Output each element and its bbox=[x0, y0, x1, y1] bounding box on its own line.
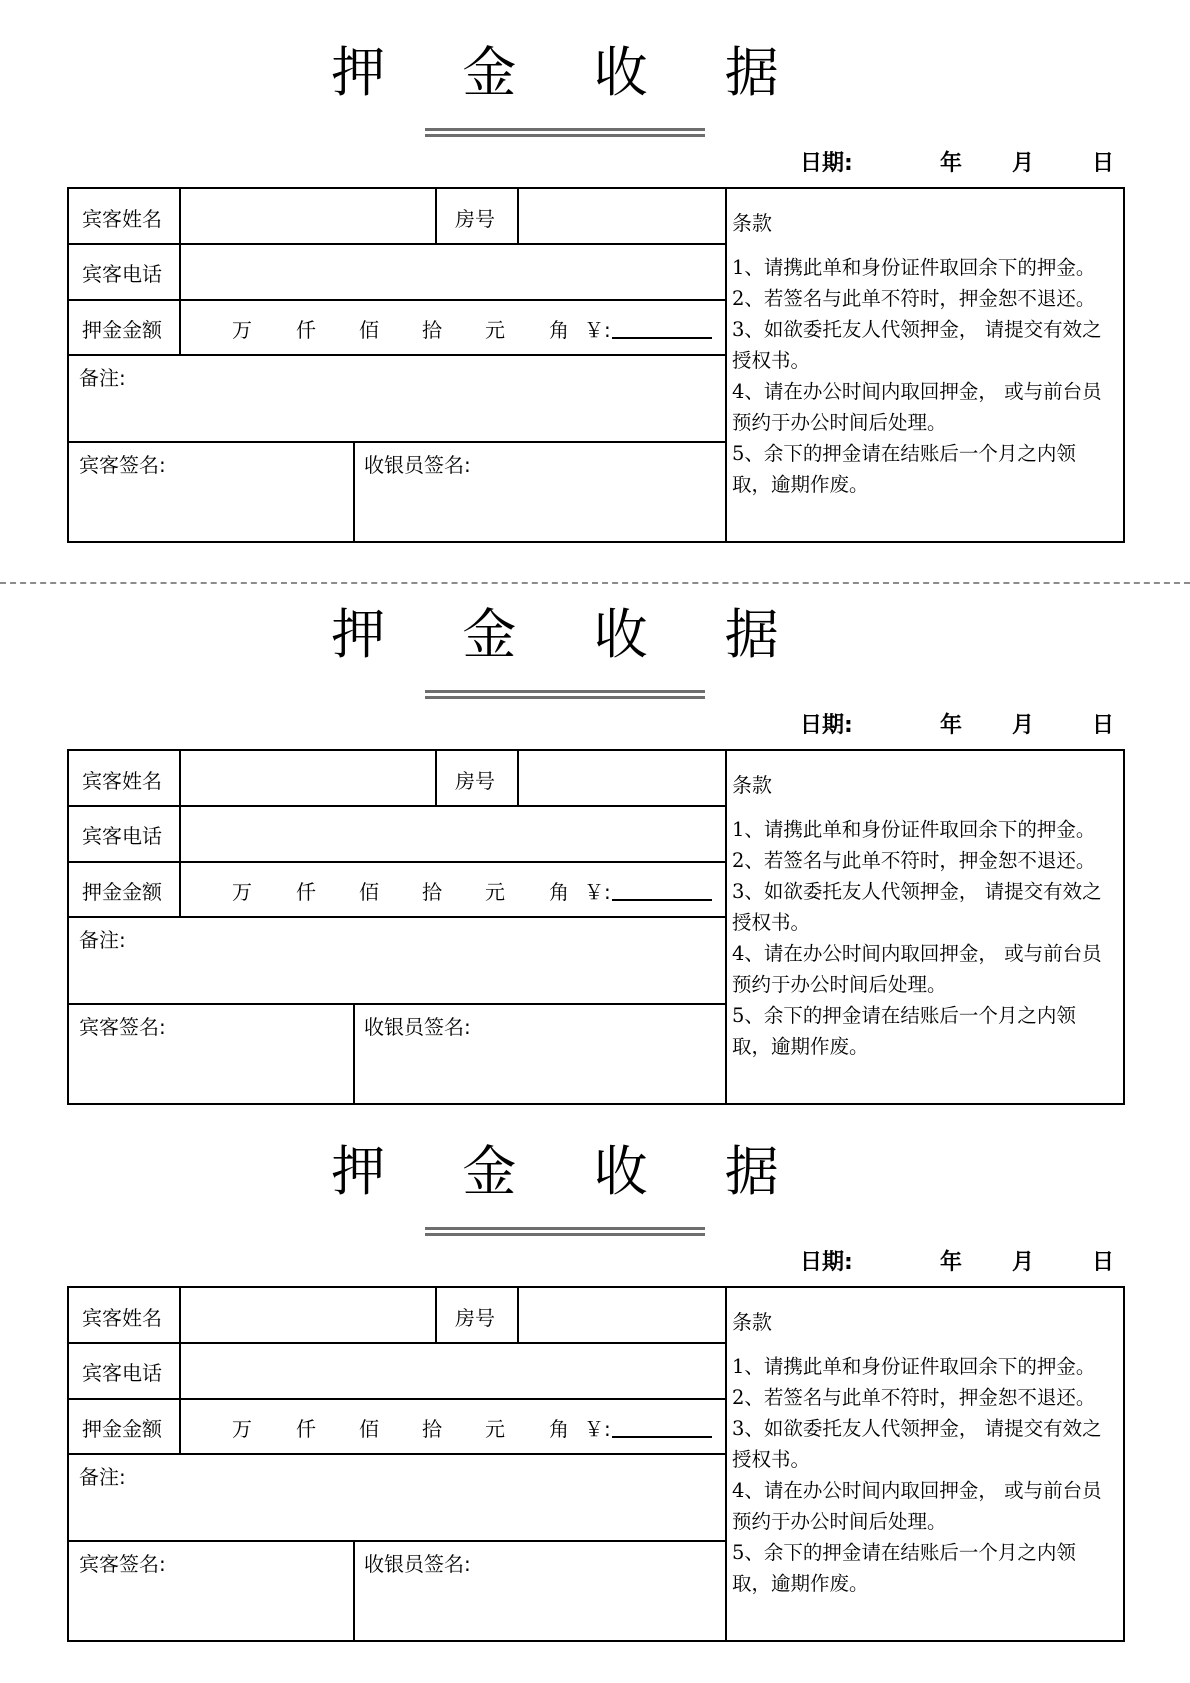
col-divider bbox=[725, 751, 727, 1105]
room-no-field[interactable] bbox=[519, 751, 725, 805]
guest-name-label: 宾客姓名 bbox=[82, 1306, 162, 1330]
room-no-field[interactable] bbox=[519, 189, 725, 243]
term-item: 2、若签名与此单不符时，押金恕不退还。 bbox=[732, 1386, 1096, 1409]
guest-name-label: 宾客姓名 bbox=[82, 207, 162, 231]
col-divider bbox=[435, 751, 437, 807]
row-divider bbox=[69, 861, 725, 863]
date-label: 日期: bbox=[800, 151, 853, 176]
guest-signature-label: 宾客签名: bbox=[79, 1015, 166, 1039]
cashier-signature-label: 收银员签名: bbox=[364, 1552, 471, 1576]
day-label: 日 bbox=[1092, 713, 1115, 738]
term-item: 3、如欲委托友人代领押金， 请提交有效之授权书。 bbox=[732, 318, 1102, 372]
col-divider bbox=[435, 1288, 437, 1344]
room-no-label: 房号 bbox=[455, 1306, 495, 1330]
unit-bai: 佰 bbox=[359, 318, 379, 342]
guest-phone-field[interactable] bbox=[181, 1344, 725, 1398]
day-label: 日 bbox=[1092, 151, 1115, 176]
term-item: 2、若签名与此单不符时，押金恕不退还。 bbox=[732, 849, 1096, 872]
yuan-symbol: ￥: bbox=[584, 1417, 611, 1441]
month-label: 月 bbox=[1012, 713, 1035, 738]
receipt-title: 押 金 收 据 bbox=[331, 1140, 809, 1203]
unit-qian: 仟 bbox=[296, 318, 316, 342]
title-rule bbox=[425, 1227, 705, 1236]
unit-jiao: 角 bbox=[549, 318, 569, 342]
row-divider bbox=[69, 1453, 725, 1455]
terms-list bbox=[732, 252, 1112, 500]
room-no-label: 房号 bbox=[455, 769, 495, 793]
cut-line bbox=[0, 582, 1190, 584]
year-label: 年 bbox=[940, 713, 963, 738]
receipt-table bbox=[67, 187, 1125, 543]
term-item: 4、请在办公时间内取回押金， 或与前台员预约于办公时间后处理。 bbox=[732, 942, 1102, 996]
remarks-label: 备注: bbox=[79, 928, 126, 952]
term-item: 4、请在办公时间内取回押金， 或与前台员预约于办公时间后处理。 bbox=[732, 380, 1102, 434]
unit-yuan: 元 bbox=[485, 318, 505, 342]
unit-yuan: 元 bbox=[485, 880, 505, 904]
guest-phone-label: 宾客电话 bbox=[82, 262, 162, 286]
term-item: 1、请携此单和身份证件取回余下的押金。 bbox=[732, 818, 1096, 841]
term-item: 1、请携此单和身份证件取回余下的押金。 bbox=[732, 1355, 1096, 1378]
cashier-signature-label: 收银员签名: bbox=[364, 453, 471, 477]
col-divider bbox=[435, 189, 437, 245]
room-no-label: 房号 bbox=[455, 207, 495, 231]
term-item: 4、请在办公时间内取回押金， 或与前台员预约于办公时间后处理。 bbox=[732, 1479, 1102, 1533]
term-item: 5、余下的押金请在结账后一个月之内领取，逾期作废。 bbox=[732, 1004, 1076, 1058]
amount-field[interactable] bbox=[612, 899, 712, 901]
yuan-symbol: ￥: bbox=[584, 880, 611, 904]
row-divider bbox=[69, 354, 725, 356]
term-item: 3、如欲委托友人代领押金， 请提交有效之授权书。 bbox=[732, 1417, 1102, 1471]
receipt-table bbox=[67, 749, 1125, 1105]
unit-wan: 万 bbox=[232, 318, 252, 342]
unit-jiao: 角 bbox=[549, 1417, 569, 1441]
year-label: 年 bbox=[940, 151, 963, 176]
terms-list bbox=[732, 1351, 1112, 1599]
deposit-amount-label: 押金金额 bbox=[82, 318, 162, 342]
unit-shi: 拾 bbox=[422, 318, 442, 342]
unit-yuan: 元 bbox=[485, 1417, 505, 1441]
unit-bai: 佰 bbox=[359, 1417, 379, 1441]
terms-title: 条款 bbox=[732, 211, 772, 235]
receipt-table bbox=[67, 1286, 1125, 1642]
unit-qian: 仟 bbox=[296, 880, 316, 904]
amount-field[interactable] bbox=[612, 1436, 712, 1438]
row-divider bbox=[69, 1540, 725, 1542]
term-item: 5、余下的押金请在结账后一个月之内领取，逾期作废。 bbox=[732, 1541, 1076, 1595]
guest-name-field[interactable] bbox=[181, 189, 435, 243]
date-label: 日期: bbox=[800, 713, 853, 738]
receipt-title: 押 金 收 据 bbox=[331, 603, 809, 666]
day-label: 日 bbox=[1092, 1250, 1115, 1275]
term-item: 3、如欲委托友人代领押金， 请提交有效之授权书。 bbox=[732, 880, 1102, 934]
guest-phone-field[interactable] bbox=[181, 807, 725, 861]
room-no-field[interactable] bbox=[519, 1288, 725, 1342]
col-divider bbox=[725, 1288, 727, 1642]
term-item: 5、余下的押金请在结账后一个月之内领取，逾期作废。 bbox=[732, 442, 1076, 496]
col-divider bbox=[353, 441, 355, 543]
receipt-title: 押 金 收 据 bbox=[331, 41, 809, 104]
unit-jiao: 角 bbox=[549, 880, 569, 904]
terms-list bbox=[732, 814, 1112, 1062]
terms-title: 条款 bbox=[732, 773, 772, 797]
guest-phone-field[interactable] bbox=[181, 245, 725, 299]
guest-name-label: 宾客姓名 bbox=[82, 769, 162, 793]
row-divider bbox=[69, 441, 725, 443]
row-divider bbox=[69, 1398, 725, 1400]
date-label: 日期: bbox=[800, 1250, 853, 1275]
unit-bai: 佰 bbox=[359, 880, 379, 904]
col-divider bbox=[353, 1540, 355, 1642]
month-label: 月 bbox=[1012, 1250, 1035, 1275]
unit-shi: 拾 bbox=[422, 880, 442, 904]
col-divider bbox=[353, 1003, 355, 1105]
guest-name-field[interactable] bbox=[181, 751, 435, 805]
row-divider bbox=[69, 1003, 725, 1005]
term-item: 1、请携此单和身份证件取回余下的押金。 bbox=[732, 256, 1096, 279]
unit-shi: 拾 bbox=[422, 1417, 442, 1441]
amount-field[interactable] bbox=[612, 337, 712, 339]
unit-qian: 仟 bbox=[296, 1417, 316, 1441]
year-label: 年 bbox=[940, 1250, 963, 1275]
deposit-amount-label: 押金金额 bbox=[82, 1417, 162, 1441]
guest-phone-label: 宾客电话 bbox=[82, 1361, 162, 1385]
yuan-symbol: ￥: bbox=[584, 318, 611, 342]
row-divider bbox=[69, 299, 725, 301]
unit-wan: 万 bbox=[232, 880, 252, 904]
term-item: 2、若签名与此单不符时，押金恕不退还。 bbox=[732, 287, 1096, 310]
row-divider bbox=[69, 916, 725, 918]
terms-title: 条款 bbox=[732, 1310, 772, 1334]
title-rule bbox=[425, 128, 705, 137]
remarks-label: 备注: bbox=[79, 366, 126, 390]
guest-signature-label: 宾客签名: bbox=[79, 453, 166, 477]
unit-wan: 万 bbox=[232, 1417, 252, 1441]
month-label: 月 bbox=[1012, 151, 1035, 176]
col-divider bbox=[725, 189, 727, 543]
guest-signature-label: 宾客签名: bbox=[79, 1552, 166, 1576]
remarks-label: 备注: bbox=[79, 1465, 126, 1489]
cashier-signature-label: 收银员签名: bbox=[364, 1015, 471, 1039]
guest-name-field[interactable] bbox=[181, 1288, 435, 1342]
guest-phone-label: 宾客电话 bbox=[82, 824, 162, 848]
deposit-amount-label: 押金金额 bbox=[82, 880, 162, 904]
title-rule bbox=[425, 690, 705, 699]
